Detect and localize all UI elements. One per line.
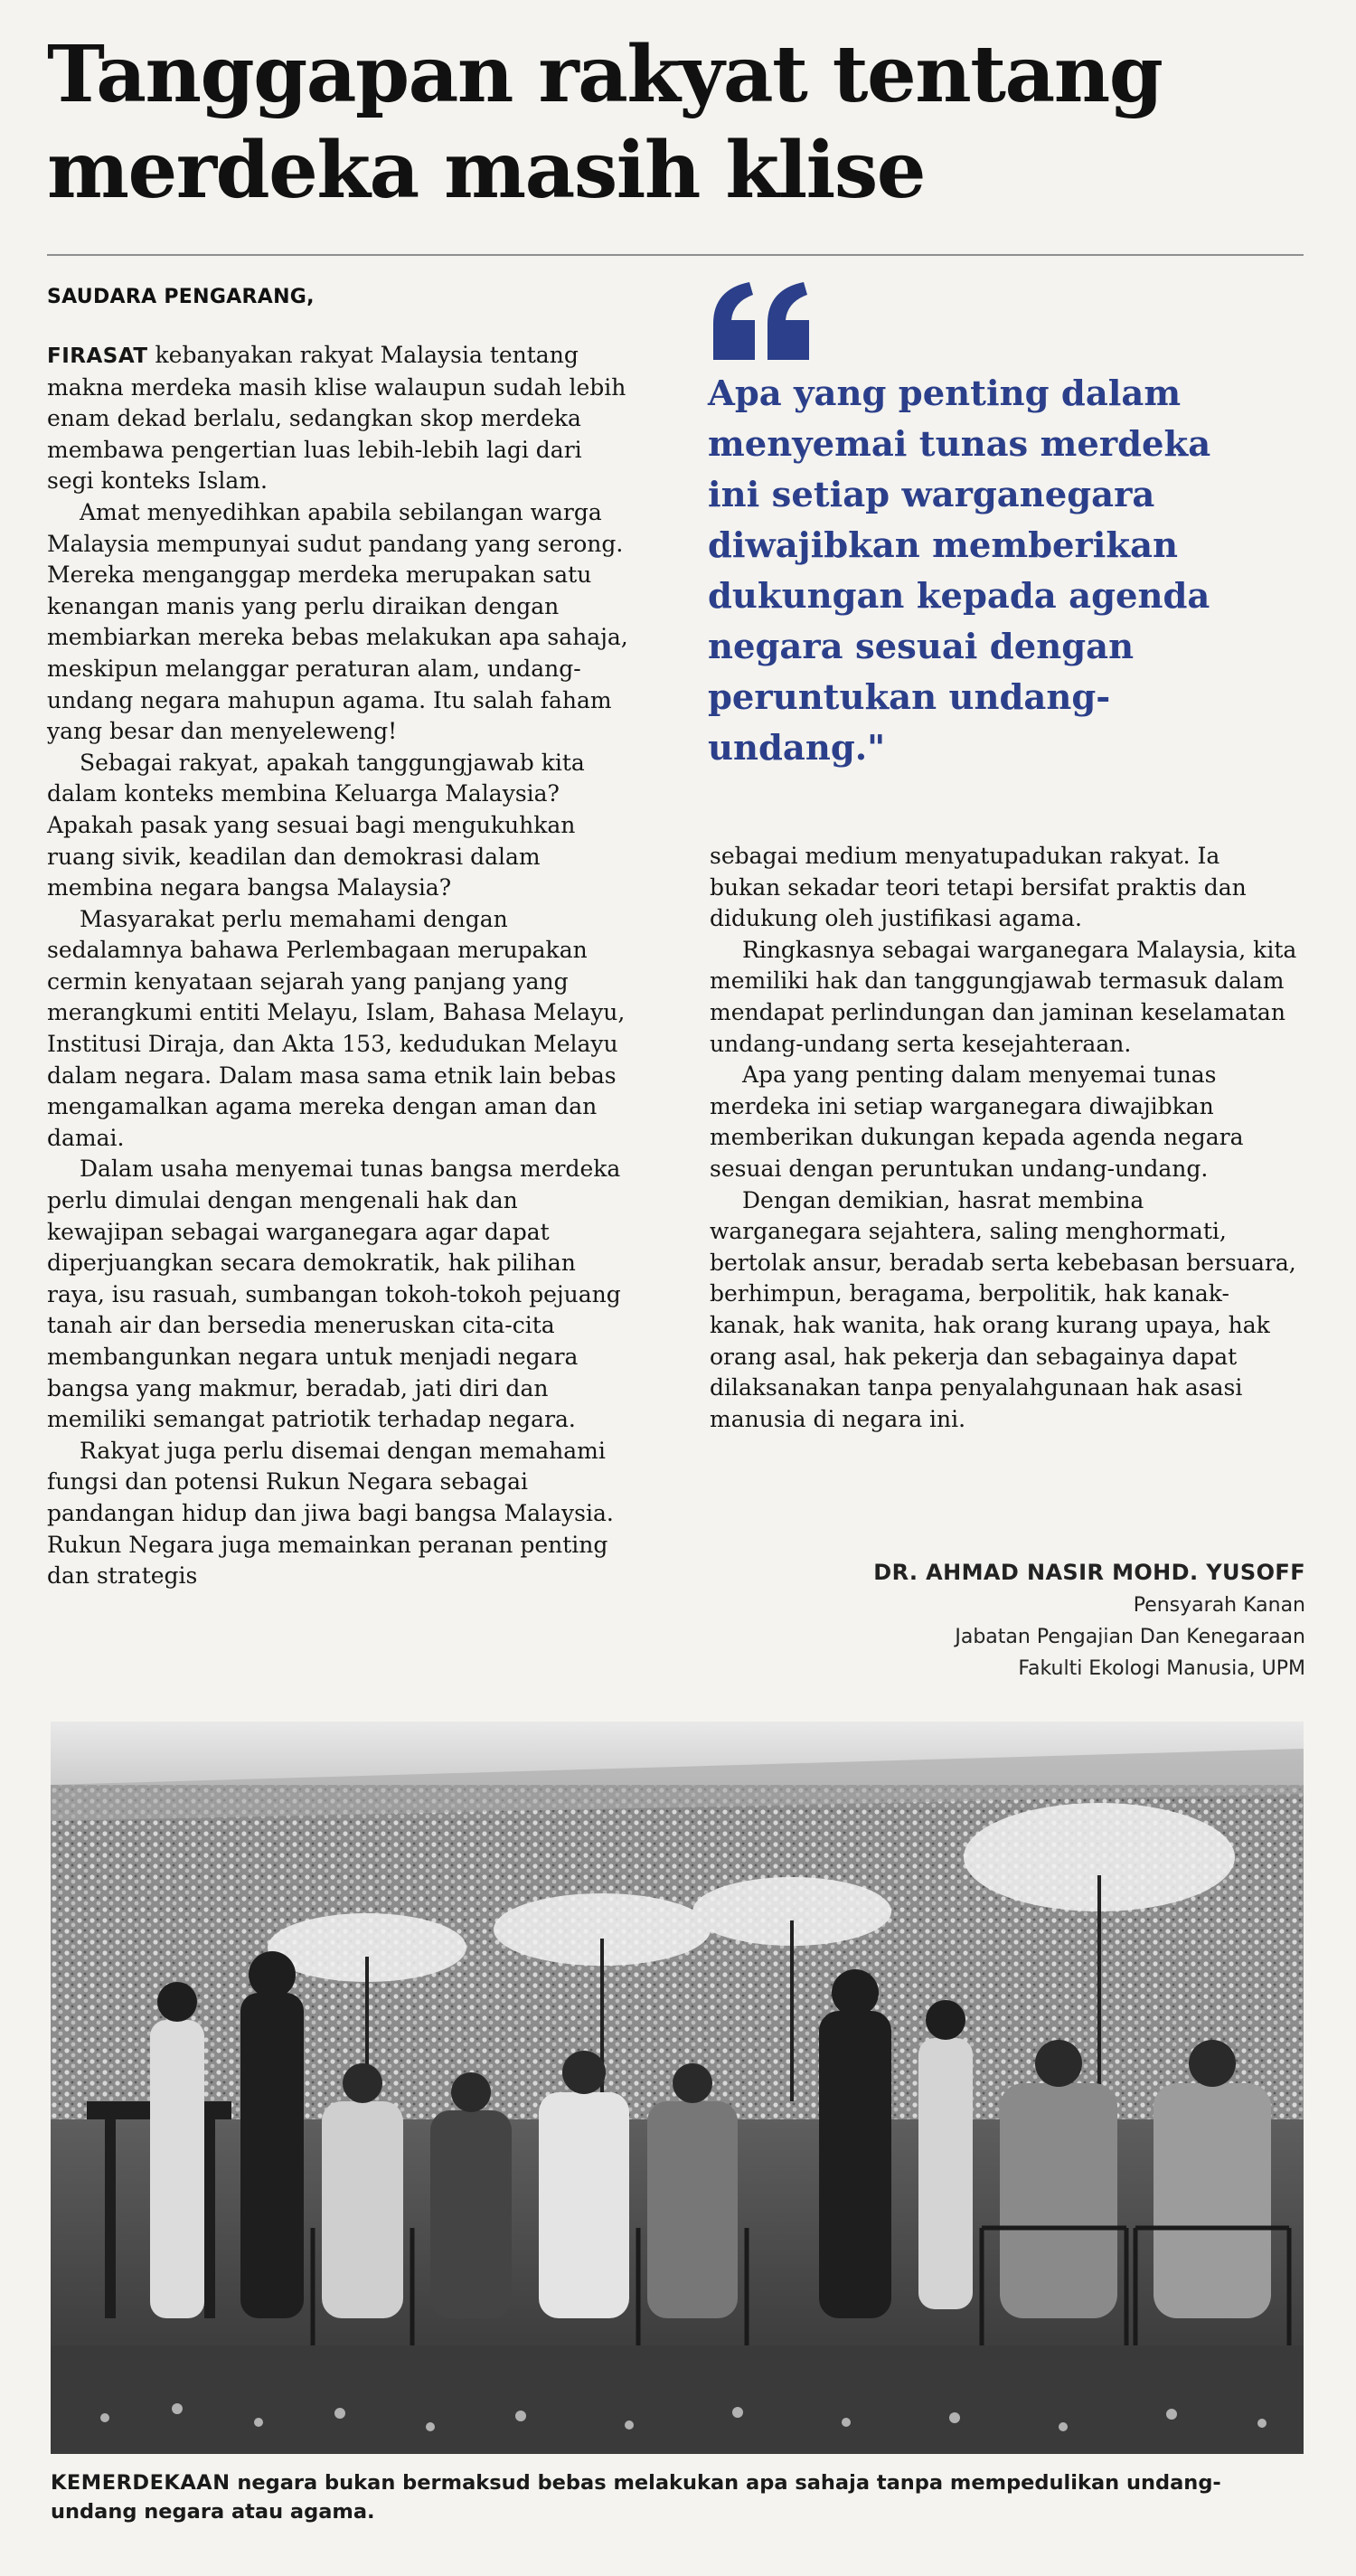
paragraph: Amat menyedihkan apabila sebilangan warga Malaysia mempunyai sudut pandang yang serong. Mereka menganggap merdeka merupakan satu kenangan manis yang perlu diraikan dengan membiarkan mereka bebas melakukan apa sahaja, meskipun melanggar peraturan alam, undang-undang negara mahupun agama. Itu salah faham yang besar dan menyeleweng!: [47, 498, 628, 745]
photo-caption: [51, 2468, 1304, 2526]
headline-divider: [47, 254, 1304, 256]
left-column: [47, 340, 635, 1592]
byline: [673, 1555, 1305, 1684]
author-faculty: Fakulti Ekologi Manusia, UPM: [1018, 1657, 1305, 1680]
paragraph: Ringkasnya sebagai warganegara Malaysia, kita memiliki hak dan tanggungjawab termasuk dalam mendapat perlindungan dan jaminan keselamatan undang-undang serta kesejahteraan.: [710, 936, 1297, 1057]
paragraph: [47, 340, 635, 497]
headline-line-2: merdeka masih klise: [47, 125, 925, 216]
author-title: Pensyarah Kanan: [1133, 1594, 1305, 1617]
pull-quote: Apa yang penting dalam menyemai tunas merdeka ini setiap warganegara diwajibkan memberikan dukungan kepada agenda negara sesuai dengan peruntukan undang-undang.": [708, 373, 1211, 769]
caption-text: negara bukan bermaksud bebas melakukan apa sahaja tanpa mempedulikan undang-undang negara atau agama.: [51, 2471, 1221, 2524]
paragraph: Apa yang penting dalam menyemai tunas merdeka ini setiap warganegara diwajibkan memberikan dukungan kepada agenda negara sesuai dengan peruntukan undang-undang.: [710, 1062, 1244, 1182]
paragraph: Rakyat juga perlu disemai dengan memahami fungsi dan potensi Rukun Negara sebagai pandangan hidup dan jiwa bagi bangsa Malaysia. Rukun Negara juga memainkan peranan penting dan strategis: [47, 1437, 614, 1590]
quote-mark-icon: [708, 278, 816, 365]
paragraph: Sebagai rakyat, apakah tanggungjawab kita dalam konteks membina Keluarga Malaysia? Apakah pasak yang sesuai bagi mengukuhkan ruang sivik, keadilan dan demokrasi dalam membina negara bangsa Malaysia?: [47, 749, 585, 901]
paragraph: Dalam usaha menyemai tunas bangsa merdeka perlu dimulai dengan mengenali hak dan kewajipan sebagai warganegara agar dapat diperjuangkan secara demokratik, hak pilihan raya, isu rasuah, sumbangan tokoh-tokoh pejuang tanah air dan bersedia meneruskan cita-cita membangunkan negara untuk menjadi negara bangsa yang makmur, beradab, jati diri dan memiliki semangat patriotik terhadap negara.: [47, 1156, 621, 1433]
paragraph: Dengan demikian, hasrat membina warganegara sejahtera, saling menghormati, bertolak ansur, beradab serta kebebasan bersuara, berhimpun, beragama, berpolitik, hak kanak-kanak, hak wanita, hak orang kurang upaya, hak orang asal, hak pekerja dan sebagainya dapat dilaksanakan tanpa penyalahgunaan hak asasi manusia di negara ini.: [710, 1186, 1296, 1432]
headline: [47, 27, 1313, 219]
paragraph-lead: FIRASAT: [47, 344, 148, 368]
paragraph: Masyarakat perlu memahami dengan sedalamnya bahawa Perlembagaan merupakan cermin kenyataan sejarah yang panjang yang merangkumi entiti Melayu, Islam, Bahasa Melayu, Institusi Diraja, dan Akta 153, kedudukan Melayu dalam negara. Dalam masa sama etnik lain bebas mengamalkan agama mereka dengan aman dan damai.: [47, 905, 626, 1151]
caption-lead: KEMERDEKAAN: [51, 2471, 231, 2495]
author-department: Jabatan Pengajian Dan Kenegaraan: [955, 1626, 1305, 1648]
right-column: [710, 841, 1297, 1435]
salutation: SAUDARA PENGARANG,: [47, 286, 315, 308]
ceremony-photo: [51, 1722, 1304, 2454]
ceremony-photo-illustration: [51, 1722, 1304, 2454]
headline-line-1: Tanggapan rakyat tentang: [47, 29, 1163, 120]
paragraph-text: kebanyakan rakyat Malaysia tentang makna merdeka masih klise walaupun sudah lebih enam dekad berlalu, sedangkan skop merdeka membawa pengertian luas lebih-lebih lagi dari segi konteks Islam.: [47, 342, 626, 495]
paragraph: sebagai medium menyatupadukan rakyat. Ia bukan sekadar teori tetapi bersifat praktis dan didukung oleh justifikasi agama.: [710, 843, 1247, 932]
author-name: DR. AHMAD NASIR MOHD. YUSOFF: [873, 1560, 1305, 1585]
